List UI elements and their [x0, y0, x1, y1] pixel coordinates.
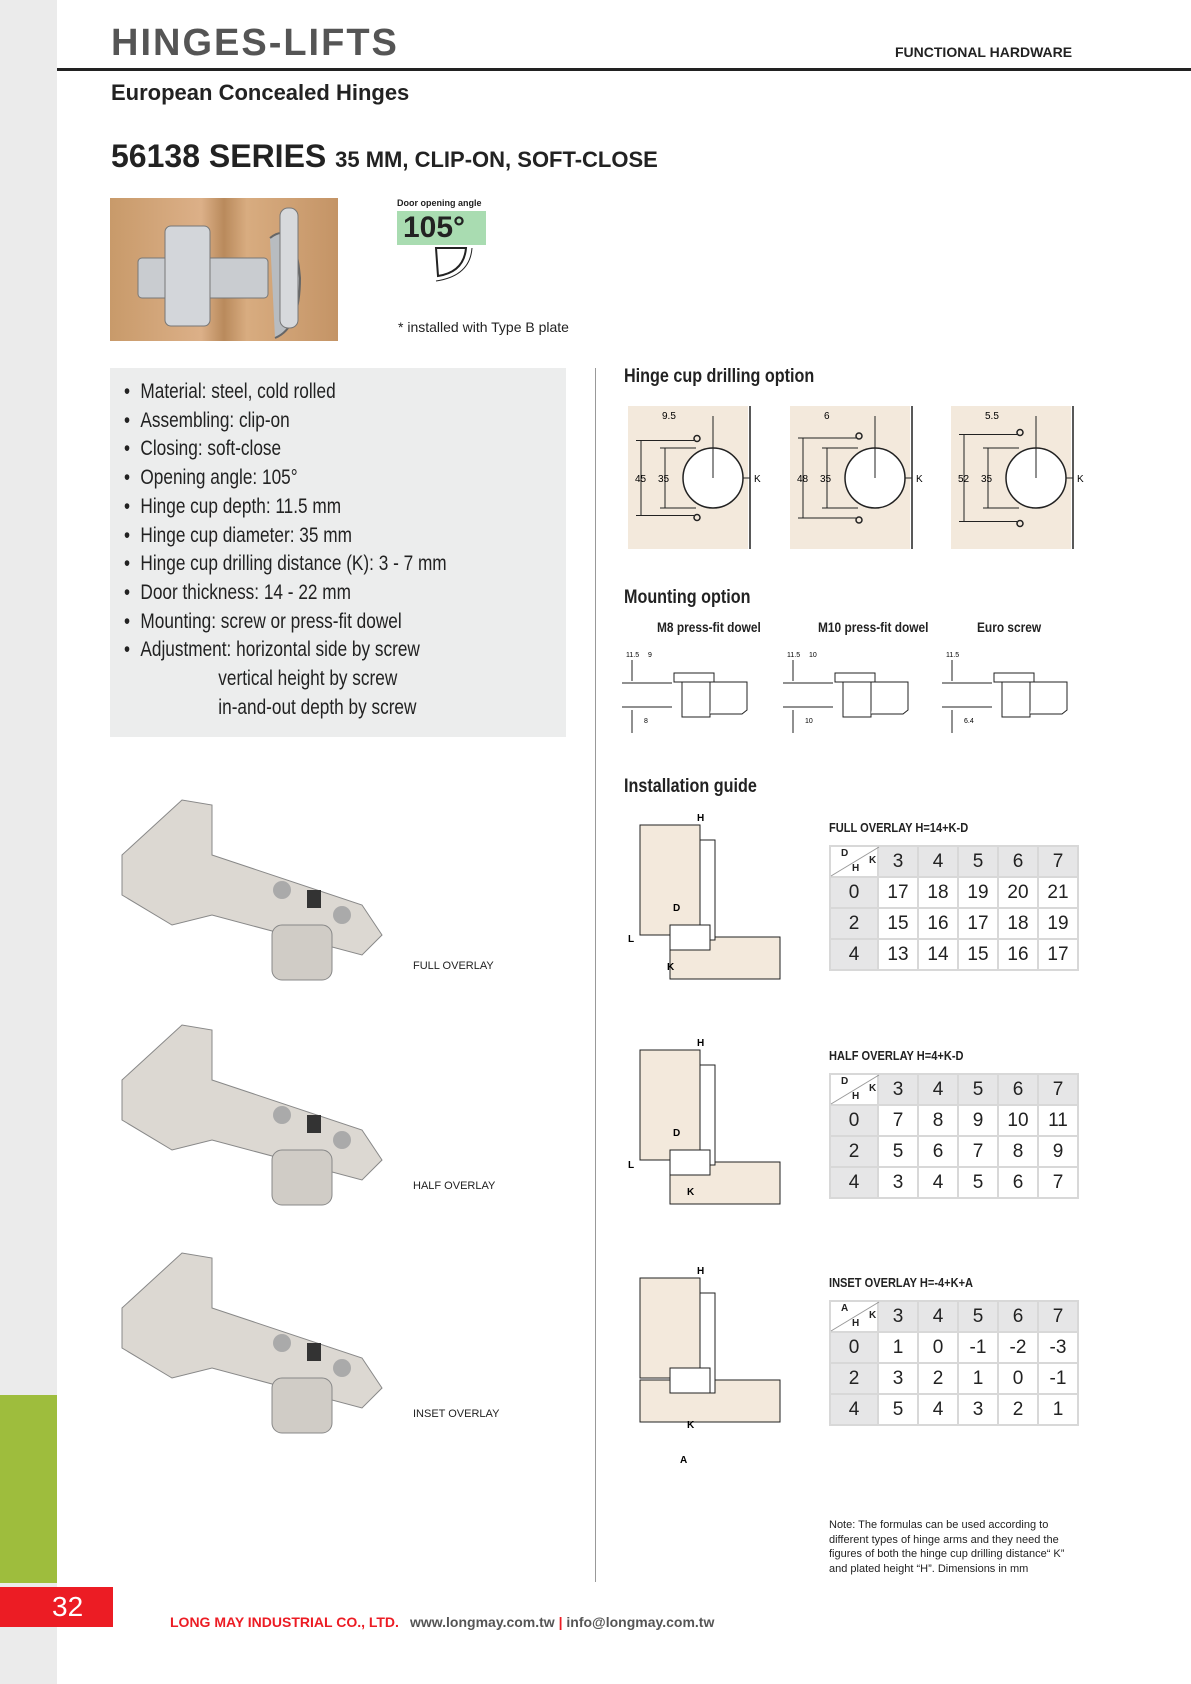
table-cell: -2 — [998, 1332, 1038, 1363]
page-title: HINGES-LIFTS — [111, 22, 399, 64]
table-cell: 3 — [878, 1167, 918, 1198]
spec-item: vertical height by screw — [218, 667, 398, 691]
product-label: INSET OVERLAY — [413, 1408, 500, 1420]
table-cell: -1 — [958, 1332, 998, 1363]
website-link[interactable]: www.longmay.com.tw — [410, 1614, 555, 1630]
row-header: 2 — [830, 1363, 878, 1394]
column-divider — [595, 368, 596, 1582]
spec-item: in-and-out depth by screw — [218, 695, 417, 719]
row-header: 0 — [830, 1105, 878, 1136]
k-column-header: 4 — [918, 846, 958, 877]
product-photo — [110, 198, 338, 341]
table-title: HALF OVERLAY H=4+K-D — [829, 1048, 964, 1063]
table-cell: 7 — [1038, 1167, 1078, 1198]
spec-item: • Hinge cup depth: 11.5 mm — [124, 493, 475, 522]
spec-item: • Material: steel, cold rolled — [124, 378, 475, 407]
k-column-header: 3 — [878, 1074, 918, 1105]
door-swing-icon — [432, 246, 492, 286]
installation-diagram — [625, 815, 785, 985]
table-cell: 17 — [958, 908, 998, 939]
installation-diagram — [625, 1040, 785, 1210]
spec-item: • Closing: soft-close — [124, 435, 475, 464]
spec-item: • Adjustment: horizontal side by screw — [124, 636, 475, 665]
table-cell: 4 — [918, 1394, 958, 1425]
table-cell: 2 — [998, 1394, 1038, 1425]
formula-note: Note: The formulas can be used according to different types of hinge arms and they need the figures of both the hinge cup drilling distance“ K” and plated height “H”. Dimensions in mm — [829, 1519, 1065, 1575]
table-cell: -1 — [1038, 1363, 1078, 1394]
table-cell: 7 — [878, 1105, 918, 1136]
series-title — [111, 138, 658, 175]
installation-title: Installation guide — [624, 776, 757, 797]
corner-cell: D K H — [830, 1074, 878, 1105]
table-row — [830, 908, 1078, 939]
drilling-diagram — [790, 406, 923, 554]
table-cell: 9 — [1038, 1136, 1078, 1167]
row-header: 2 — [830, 908, 878, 939]
k-column-header: 6 — [998, 846, 1038, 877]
svg-text:11.5: 11.5 — [787, 652, 801, 659]
table-cell: 21 — [1038, 877, 1078, 908]
table-cell: 16 — [998, 939, 1038, 970]
k-column-header: 5 — [958, 1301, 998, 1332]
svg-text:L: L — [628, 1160, 635, 1171]
svg-text:8: 8 — [644, 718, 648, 725]
drilling-diagram — [628, 406, 761, 554]
spec-item: • Mounting: screw or press-fit dowel — [124, 608, 475, 637]
table-cell: 5 — [958, 1167, 998, 1198]
page-number: 32 — [0, 1587, 113, 1627]
table-cell: 1 — [958, 1363, 998, 1394]
table-cell: 18 — [998, 908, 1038, 939]
table-cell: 3 — [878, 1363, 918, 1394]
table-header-row — [830, 1074, 1078, 1105]
svg-text:A: A — [680, 1455, 688, 1466]
svg-text:H: H — [697, 1266, 705, 1277]
row-header: 0 — [830, 877, 878, 908]
k-label: K — [754, 474, 761, 485]
table-row — [830, 1136, 1078, 1167]
svg-text:D: D — [673, 903, 681, 914]
table-cell: 6 — [998, 1167, 1038, 1198]
table-cell: 17 — [1038, 939, 1078, 970]
table-header-row — [830, 846, 1078, 877]
table-cell: 15 — [958, 939, 998, 970]
spec-item: • Opening angle: 105° — [124, 464, 475, 493]
table-cell: 20 — [998, 877, 1038, 908]
cup-diameter-label: 35 — [658, 474, 670, 485]
mounting-diagram — [783, 648, 913, 738]
row-header: 4 — [830, 1167, 878, 1198]
table-cell: 5 — [878, 1136, 918, 1167]
svg-text:K: K — [667, 962, 675, 973]
installation-diagram — [625, 1268, 785, 1468]
section-subtitle: European Concealed Hinges — [111, 80, 410, 105]
overlay-table — [829, 845, 1079, 971]
svg-text:K: K — [687, 1187, 695, 1198]
k-column-header: 5 — [958, 846, 998, 877]
email-link[interactable]: info@longmay.com.tw — [566, 1614, 715, 1630]
table-cell: 11 — [1038, 1105, 1078, 1136]
table-row — [830, 877, 1078, 908]
table-cell: 19 — [1038, 908, 1078, 939]
table-cell: 8 — [918, 1105, 958, 1136]
mounting-title: Mounting option — [624, 587, 751, 608]
k-column-header: 4 — [918, 1074, 958, 1105]
k-column-header: 7 — [1038, 846, 1078, 877]
table-row — [830, 1363, 1078, 1394]
k-column-header: 6 — [998, 1301, 1038, 1332]
table-row — [830, 1394, 1078, 1425]
table-cell: 3 — [958, 1394, 998, 1425]
drilling-diagram — [951, 406, 1084, 554]
k-column-header: 6 — [998, 1074, 1038, 1105]
table-row — [830, 1332, 1078, 1363]
corner-cell: A K H — [830, 1301, 878, 1332]
k-column-header: 3 — [878, 846, 918, 877]
table-cell: 4 — [918, 1167, 958, 1198]
company-name: LONG MAY INDUSTRIAL CO., LTD. — [170, 1614, 399, 1630]
full-overlay-hinge-image — [112, 795, 392, 985]
outer-distance-label: 48 — [797, 474, 809, 485]
table-cell: 9 — [958, 1105, 998, 1136]
overlay-table — [829, 1073, 1079, 1199]
half-overlay-hinge-image — [112, 1020, 392, 1210]
mounting-option-label: Euro screw — [977, 619, 1042, 635]
cup-diameter-label: 35 — [981, 474, 993, 485]
angle-badge: 105° — [397, 211, 486, 245]
section-color-tab — [0, 1395, 57, 1583]
series-description: 35 MM, CLIP-ON, SOFT-CLOSE — [335, 147, 658, 172]
table-cell: -3 — [1038, 1332, 1078, 1363]
product-label: FULL OVERLAY — [413, 960, 494, 972]
outer-distance-label: 52 — [958, 474, 970, 485]
offset-label: 6 — [824, 411, 830, 422]
table-row — [830, 1105, 1078, 1136]
table-row — [830, 939, 1078, 970]
row-header: 4 — [830, 939, 878, 970]
svg-text:11.5: 11.5 — [626, 652, 640, 659]
mounting-option-label: M10 press-fit dowel — [818, 619, 929, 635]
mounting-option-label: M8 press-fit dowel — [657, 619, 761, 635]
table-title: INSET OVERLAY H=-4+K+A — [829, 1275, 974, 1290]
k-column-header: 7 — [1038, 1301, 1078, 1332]
mounting-diagram — [942, 648, 1072, 738]
table-cell: 1 — [878, 1332, 918, 1363]
spec-item: • Door thickness: 14 - 22 mm — [124, 579, 475, 608]
mounting-diagram — [622, 648, 752, 738]
header-rule — [57, 68, 1191, 71]
plate-note: * installed with Type B plate — [398, 319, 569, 335]
row-header: 2 — [830, 1136, 878, 1167]
table-cell: 14 — [918, 939, 958, 970]
series-name: 56138 SERIES — [111, 138, 327, 174]
table-cell: 2 — [918, 1363, 958, 1394]
contact-info: www.longmay.com.tw | info@longmay.com.tw — [410, 1614, 715, 1630]
table-cell: 0 — [918, 1332, 958, 1363]
cup-diameter-label: 35 — [820, 474, 832, 485]
spec-item: • Hinge cup diameter: 35 mm — [124, 522, 475, 551]
inset-overlay-hinge-image — [112, 1248, 392, 1438]
k-column-header: 4 — [918, 1301, 958, 1332]
table-title: FULL OVERLAY H=14+K-D — [829, 820, 969, 835]
svg-text:11.5: 11.5 — [946, 652, 960, 659]
table-header-row — [830, 1301, 1078, 1332]
corner-cell: D K H — [830, 846, 878, 877]
table-cell: 0 — [998, 1363, 1038, 1394]
angle-label: Door opening angle — [397, 198, 482, 208]
table-cell: 7 — [958, 1136, 998, 1167]
table-cell: 16 — [918, 908, 958, 939]
svg-text:10: 10 — [805, 718, 813, 725]
svg-text:H: H — [697, 1038, 705, 1049]
table-row — [830, 1167, 1078, 1198]
table-cell: 18 — [918, 877, 958, 908]
row-header: 0 — [830, 1332, 878, 1363]
table-cell: 17 — [878, 877, 918, 908]
table-cell: 13 — [878, 939, 918, 970]
spec-item: • Assembling: clip-on — [124, 407, 475, 436]
svg-text:K: K — [687, 1420, 695, 1431]
table-cell: 19 — [958, 877, 998, 908]
table-cell: 5 — [878, 1394, 918, 1425]
svg-text:10: 10 — [809, 652, 817, 659]
drilling-title: Hinge cup drilling option — [624, 366, 815, 387]
table-cell: 1 — [1038, 1394, 1078, 1425]
svg-text:6.4: 6.4 — [964, 718, 974, 725]
overlay-table — [829, 1300, 1079, 1426]
product-label: HALF OVERLAY — [413, 1180, 496, 1192]
table-cell: 15 — [878, 908, 918, 939]
k-column-header: 5 — [958, 1074, 998, 1105]
svg-text:D: D — [673, 1128, 681, 1139]
table-cell: 8 — [998, 1136, 1038, 1167]
spec-item: • Hinge cup drilling distance (K): 3 - 7 mm — [124, 550, 475, 579]
installed-hinge-image — [110, 198, 338, 341]
table-cell: 10 — [998, 1105, 1038, 1136]
svg-text:L: L — [628, 934, 635, 945]
offset-label: 5.5 — [985, 411, 999, 422]
k-label: K — [916, 474, 923, 485]
table-cell: 6 — [918, 1136, 958, 1167]
k-label: K — [1077, 474, 1084, 485]
row-header: 4 — [830, 1394, 878, 1425]
svg-text:9: 9 — [648, 652, 652, 659]
k-column-header: 7 — [1038, 1074, 1078, 1105]
category-label: FUNCTIONAL HARDWARE — [895, 44, 1073, 60]
k-column-header: 3 — [878, 1301, 918, 1332]
spec-list — [110, 368, 566, 737]
offset-label: 9.5 — [662, 411, 676, 422]
outer-distance-label: 45 — [635, 474, 647, 485]
svg-text:H: H — [697, 813, 705, 824]
